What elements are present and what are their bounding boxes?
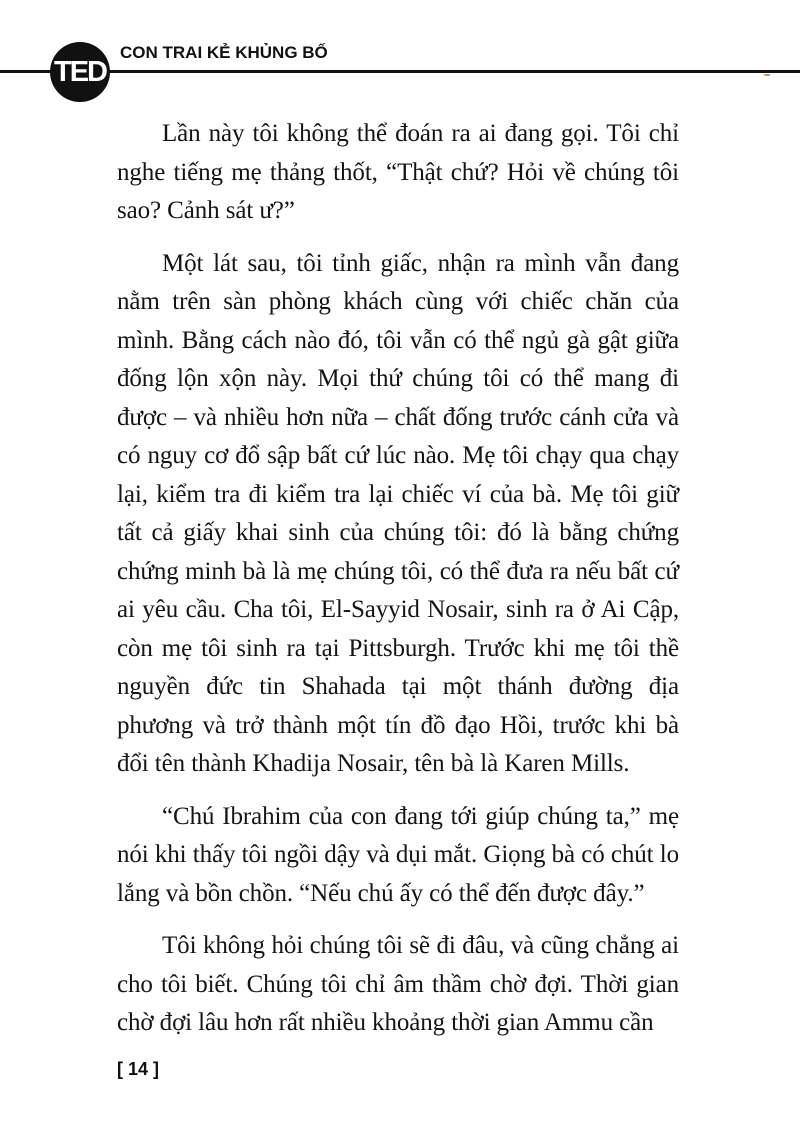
running-title: CON TRAI KẺ KHỦNG BỐ xyxy=(118,43,336,63)
ted-logo: TED xyxy=(50,42,110,102)
page-number: [ 14 ] xyxy=(117,1059,160,1079)
body-text xyxy=(117,115,679,1057)
paragraph: “Chú Ibrahim của con đang tới giúp chúng ta,” mẹ nói khi thấy tôi ngồi dậy và dụi mắt. Giọng bà có chút lo lắng và bồn chồn. “Nếu chú ấy có thể đến được đây.” xyxy=(117,802,679,907)
paragraph: Một lát sau, tôi tỉnh giấc, nhận ra mình vẫn đang nằm trên sàn phòng khách cùng với chiếc chăn của mình. Bằng cách nào đó, tôi vẫn có thể ngủ gà gật giữa đống lộn xộn này. Mọi thứ chúng tôi có thể mang đi được – và nhiều hơn nữa – chất đống trước cánh cửa và có nguy cơ đổ sập bất cứ lúc nào. Mẹ tôi chạy qua chạy lại, kiểm tra đi kiểm tra lại chiếc ví của bà. Mẹ tôi giữ tất cả giấy khai sinh của chúng tôi: đó là bằng chứng chứng minh bà là mẹ chúng tôi, có thể đưa ra nếu bất cứ ai yêu cầu. Cha tôi, El-Sayyid Nosair, sinh ra ở Ai Cập, còn mẹ tôi sinh ra tại Pittsburgh. Trước khi mẹ tôi thề nguyền đức tin Shahada tại một thánh đường địa phương và trở thành một tín đồ đạo Hồi, trước khi bà đổi tên thành Khadija Nosair, tên bà là Karen Mills. xyxy=(117,249,679,777)
paragraph: Tôi không hỏi chúng tôi sẽ đi đâu, và cũng chẳng ai cho tôi biết. Chúng tôi chỉ âm thầm chờ đợi. Thời gian chờ đợi lâu hơn rất nhiều khoảng thời gian Ammu cần xyxy=(117,932,679,1036)
paragraph: Lần này tôi không thể đoán ra ai đang gọi. Tôi chỉ nghe tiếng mẹ thảng thốt, “Thật chứ? Hỏi về chúng tôi sao? Cảnh sát ư?” xyxy=(117,120,679,224)
print-speck xyxy=(764,74,770,76)
header-rule xyxy=(0,70,800,73)
